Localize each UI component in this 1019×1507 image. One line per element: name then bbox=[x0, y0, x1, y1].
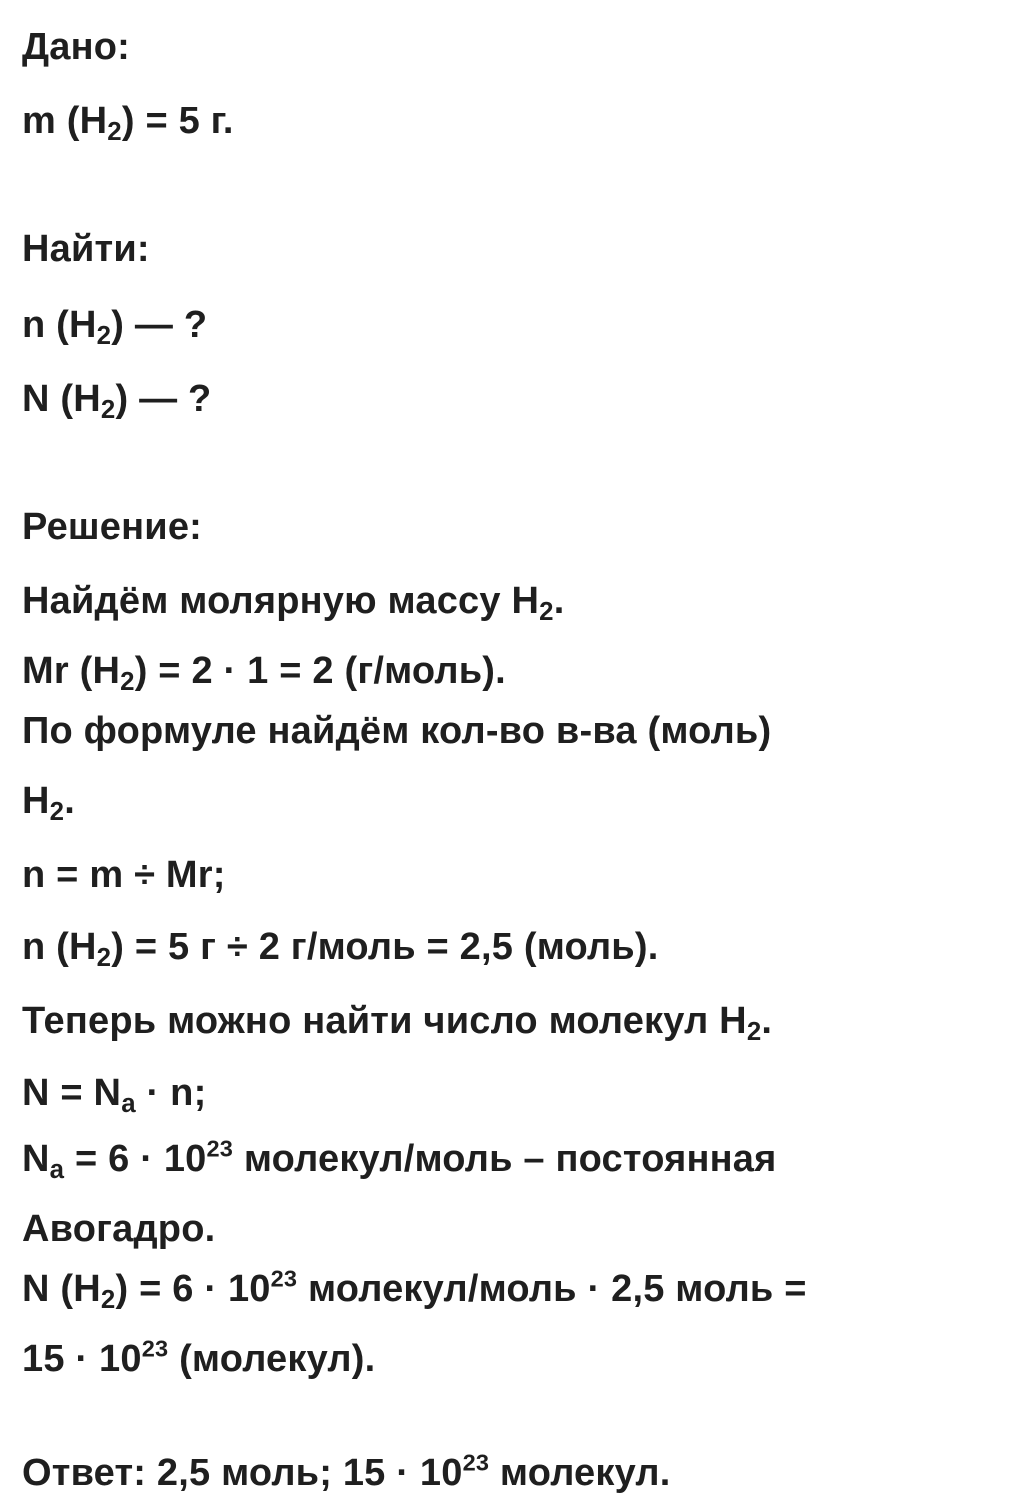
step-amount-calc bbox=[22, 926, 659, 973]
avogadro-line-2 bbox=[22, 1210, 215, 1248]
text-segment: · n; bbox=[135, 1072, 207, 1114]
text-segment: Найти: bbox=[22, 228, 150, 270]
text-segment: ) = 5 г. bbox=[121, 100, 234, 142]
step-amount-text-1 bbox=[22, 712, 771, 750]
text-segment: молекул/моль · 2,5 моль = bbox=[297, 1268, 807, 1310]
step-molecules-text bbox=[22, 1000, 773, 1047]
text-segment: ) = 5 г ÷ 2 г/моль = 2,5 (моль). bbox=[111, 926, 659, 968]
text-segment: Mr (H bbox=[22, 650, 121, 692]
subscript: 2 bbox=[746, 1018, 762, 1047]
text-segment: молекул/моль – постоянная bbox=[233, 1138, 777, 1180]
subscript: a bbox=[49, 1156, 65, 1185]
text-segment: 15 · 10 bbox=[22, 1338, 142, 1380]
find-heading bbox=[22, 230, 150, 268]
text-segment: Теперь можно найти число молекул H bbox=[22, 1000, 747, 1042]
text-segment: n = m ÷ Mr; bbox=[22, 854, 226, 896]
subscript: 2 bbox=[100, 1286, 116, 1315]
text-segment: N (H bbox=[22, 1268, 101, 1310]
text-segment: Найдём молярную массу H bbox=[22, 580, 540, 622]
superscript: 23 bbox=[141, 1335, 169, 1362]
subscript: 2 bbox=[96, 322, 112, 351]
subscript: 2 bbox=[49, 798, 65, 827]
text-segment: ) — ? bbox=[115, 378, 212, 420]
step-molar-mass-text bbox=[22, 580, 565, 627]
step-molar-mass-calc bbox=[22, 650, 506, 697]
subscript: 2 bbox=[96, 944, 112, 973]
text-segment: молекул. bbox=[489, 1452, 671, 1494]
text-segment: . bbox=[64, 780, 75, 822]
step-molecules-formula bbox=[22, 1072, 207, 1119]
superscript: 23 bbox=[462, 1449, 490, 1476]
subscript: a bbox=[121, 1090, 136, 1119]
superscript: 23 bbox=[270, 1265, 298, 1292]
molecules-calc-1 bbox=[22, 1265, 807, 1315]
text-segment: ) = 6 · 10 bbox=[115, 1268, 271, 1310]
solution-heading bbox=[22, 508, 202, 546]
subscript: 2 bbox=[107, 118, 122, 147]
subscript: 2 bbox=[120, 668, 135, 697]
text-segment: . bbox=[553, 580, 565, 622]
text-segment: (молекул). bbox=[168, 1338, 376, 1380]
text-segment: n (H bbox=[22, 304, 97, 346]
text-segment: ) = 2 · 1 = 2 (г/моль). bbox=[134, 650, 506, 692]
text-segment: ) — ? bbox=[111, 304, 208, 346]
find-amount bbox=[22, 304, 208, 351]
text-segment: N = N bbox=[22, 1072, 122, 1114]
answer bbox=[22, 1449, 671, 1494]
text-segment: По формуле найдём кол-во в-ва (моль) bbox=[22, 710, 772, 752]
given-heading bbox=[22, 28, 130, 66]
text-segment: Авогадро. bbox=[22, 1208, 216, 1250]
text-segment: N (H bbox=[22, 378, 101, 420]
superscript: 23 bbox=[206, 1135, 234, 1162]
text-segment: H bbox=[22, 780, 50, 822]
given-mass bbox=[22, 100, 234, 147]
text-segment: . bbox=[761, 1000, 773, 1042]
text-segment: N bbox=[22, 1138, 50, 1180]
avogadro-line-1 bbox=[22, 1135, 777, 1185]
text-segment: = 6 · 10 bbox=[64, 1138, 207, 1180]
text-segment: Дано: bbox=[22, 26, 131, 68]
step-amount-text-2 bbox=[22, 780, 75, 827]
subscript: 2 bbox=[539, 598, 554, 627]
text-segment: m (H bbox=[22, 100, 108, 142]
text-segment: Решение: bbox=[22, 506, 203, 548]
text-segment: n (H bbox=[22, 926, 97, 968]
find-molecules bbox=[22, 378, 212, 425]
text-segment: Ответ: 2,5 моль; 15 · 10 bbox=[22, 1452, 463, 1494]
molecules-calc-2 bbox=[22, 1335, 376, 1380]
step-amount-formula bbox=[22, 856, 226, 894]
subscript: 2 bbox=[100, 396, 116, 425]
